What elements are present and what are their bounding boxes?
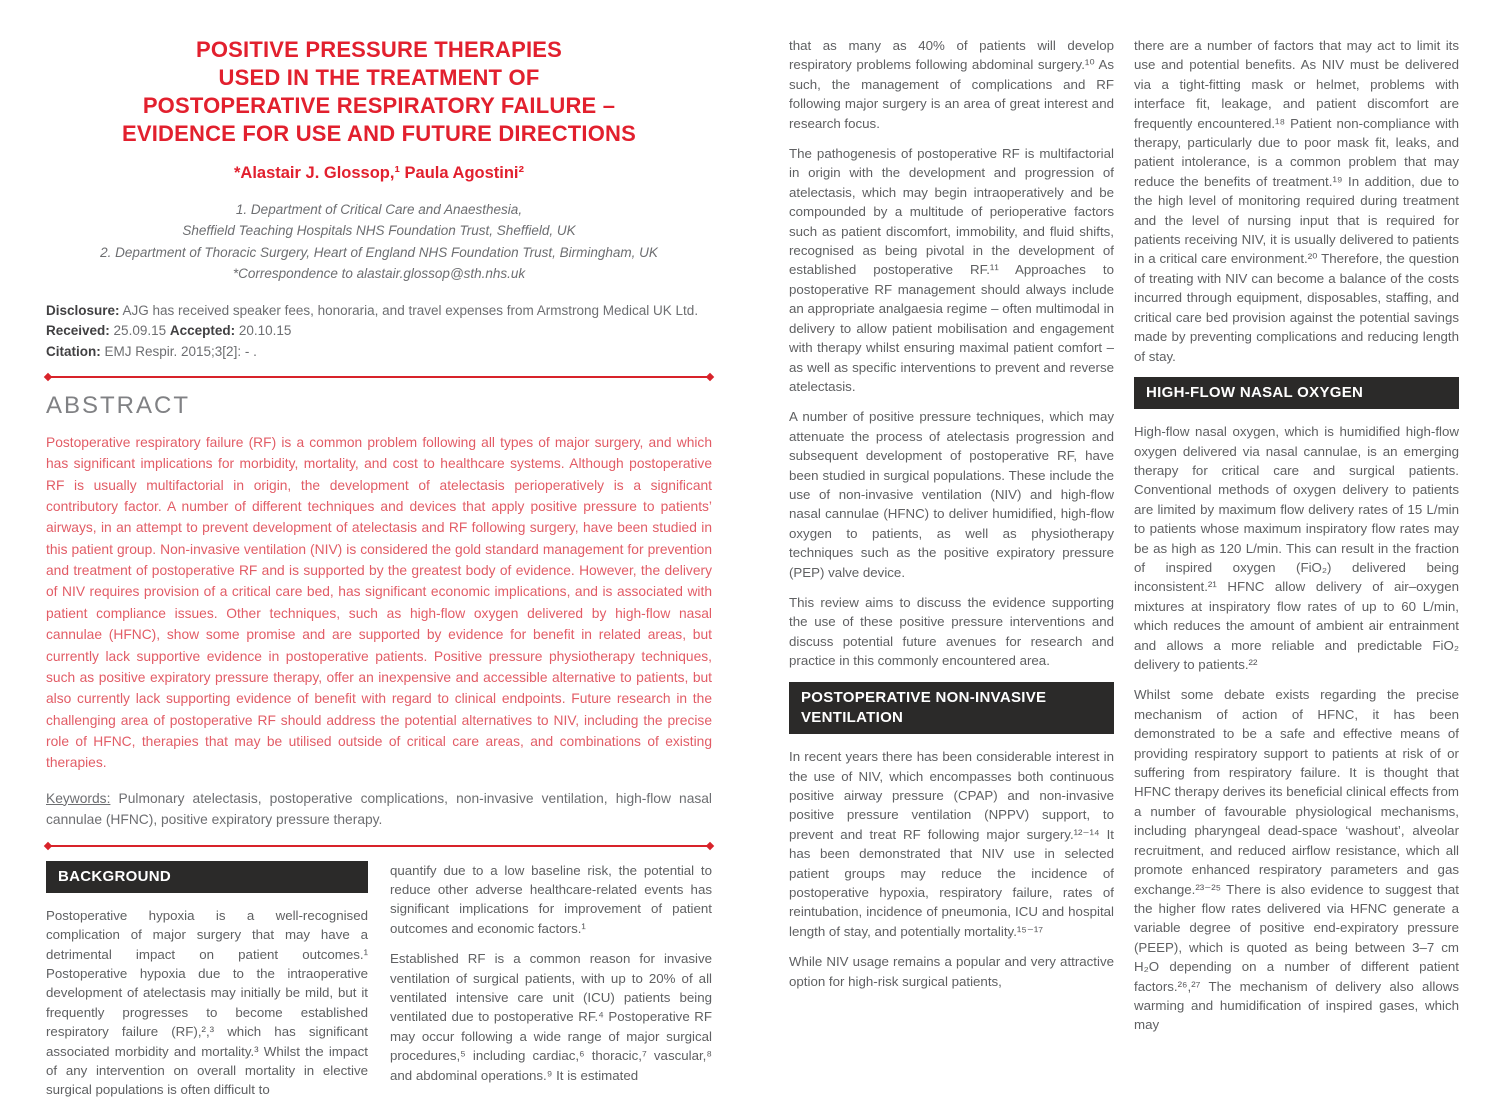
received-value: 25.09.15 — [109, 323, 170, 339]
article-title-line: USED IN THE TREATMENT OF — [218, 65, 540, 91]
paragraph: High-flow nasal oxygen, which is humidified high-flow oxygen delivered via nasal cannulae, is an emerging therapy for critical care and surgical patients. Conventional methods of oxygen delivery to patients are limited by maximum flow delivery rates of 15 L/min to patients whose maximum inspiratory flow rates may be as high as 120 L/min. This can result in the fraction of inspired oxygen (FiO₂) delivered being inconsistent.²¹ HFNC allow delivery of air–oxygen mixtures at inspiratory flow rates of up to 60 L/min, which reduces the amount of ambient air entrainment and allows a more reliable and predictable FiO₂ delivery to patients.²² — [1134, 424, 1459, 673]
background-section — [46, 861, 712, 1100]
abstract-text: Postoperative respiratory failure (RF) is a common problem following all types of major surgery, and which has significant implications for morbidity, mortality, and cost to healthcare systems. Although postoperative RF is usually multifactorial in origin, the development of atelectasis perioperatively is a significant contributory factor. A number of different techniques and devices that apply positive pressure to patients’ airways, in an attempt to prevent development of atelectasis and RF following surgery, have been studied in this patient group. Non-invasive ventilation (NIV) is considered the gold standard management for prevention and treatment of postoperative RF and is supported by the greatest body of evidence. However, the delivery of NIV requires provision of a critical care bed, has significant economic implications, and is associated with patient compliance issues. Other techniques, such as high-flow oxygen delivered by high-flow nasal cannulae (HFNC), show some promise and are supported by evidence for benefit in related areas, but currently lack supportive evidence in postoperative patients. Positive pressure physiotherapy techniques, such as positive expiratory pressure therapy, offer an inexpensive and accessible alternative to patients, but also currently lack supporting evidence of benefit with regard to clinical endpoints. Future research in the challenging area of postoperative RF should address the potential alternatives to NIV, including the precise role of HFNC, therapies that may be utilised outside of critical care areas, and combinations of existing therapies. — [46, 434, 712, 771]
paragraph: While NIV usage remains a popular and very attractive option for high-risk surgical patients, — [789, 954, 1114, 989]
paragraph: quantify due to a low baseline risk, the potential to reduce other adverse healthcare-related events has significant implications for improvement of patient outcomes and economic factors.¹ — [390, 862, 712, 936]
citation — [46, 342, 712, 362]
affiliation-line: 2. Department of Thoracic Surgery, Heart of England NHS Foundation Trust, Birmingham, UK — [100, 244, 658, 260]
citation-label: Citation: — [46, 343, 101, 359]
page-right — [789, 36, 1459, 1035]
divider-rule — [46, 376, 712, 378]
column — [1134, 36, 1459, 1035]
paragraph: Postoperative hypoxia is a well-recognised complication of major surgery that may have a detrimental impact on patient outcomes.¹ Postoperative hypoxia due to the intraoperative development of atelectasis may initially be mild, but it frequently progresses to become established respiratory failure (RF),²,³ which has significant associated morbidity and mortality.³ Whilst the impact of any intervention on overall mortality in elective surgical populations is often difficult to — [46, 907, 368, 1098]
paragraph: The pathogenesis of postoperative RF is multifactorial in origin with the development and progression of atelectasis, which may begin intraoperatively and be compounded by a multitude of perioperative factors such as patient discomfort, immobility, and fluid shifts, recognised as being pivotal in the development of established postoperative RF.¹¹ Approaches to postoperative RF management should always include an appropriate analgaesia regime – often multimodal in delivery to allow patient mobilisation and engagement with therapy whilst ensuring maximal patient comfort – as well as specific interventions to prevent and reverse atelectasis. — [789, 146, 1114, 394]
keywords — [46, 788, 712, 831]
paragraph: there are a number of factors that may act to limit its use and potential benefits. As NIV must be delivered via a tight-fitting mask or helmet, problems with interface fit, leakage, and patient discomfort are frequently encountered.¹⁸ Patient non-compliance with therapy, particularly due to poor mask fit, leaks, and patient intolerance, is a common problem that may reduce the benefits of treatment.¹⁹ In addition, due to the high level of monitoring required during treatment and the level of nursing input that is required for patients receiving NIV, it is usually delivered to patients in a critical care environment.²⁰ Therefore, the question of treating with NIV can become a balance of the costs incurred through equipment, disposables, staffing, and critical care bed provision against the potential savings made by preventing complications and reducing length of stay. — [1134, 38, 1459, 364]
correspondence-line: *Correspondence to alastair.glossop@sth.nhs.uk — [232, 266, 526, 282]
article-title-line: EVIDENCE FOR USE AND FUTURE DIRECTIONS — [121, 121, 637, 147]
column — [390, 861, 712, 1100]
section-heading-postop-niv: POSTOPERATIVE NON-INVASIVE VENTILATION — [789, 682, 1114, 735]
affiliations — [46, 199, 712, 285]
paragraph: that as many as 40% of patients will develop respiratory problems following abdominal surgery.¹⁰ As such, the management of complications and RF following major surgery is an area of great interest and research focus. — [789, 38, 1114, 131]
paragraph: A number of positive pressure techniques, which may attenuate the process of atelectasis progression and subsequent development of postoperative RF, have been studied in surgical populations. These include the use of non-invasive ventilation (NIV) and high-flow nasal cannulae (HFNC) to deliver humidified, high-flow oxygen to patients, as well as physiotherapy techniques such as the positive expiratory pressure (PEP) valve device. — [789, 409, 1114, 580]
paragraph: Whilst some debate exists regarding the precise mechanism of action of HFNC, it has been demonstrated to be a safe and effective means of providing respiratory support to patients at risk of or suffering from respiratory failure. It is thought that HFNC therapy derives its beneficial clinical effects from a number of favourable physiological mechanisms, including pharyngeal dead-space ‘washout’, alveolar recruitment, and reduced airflow resistance, which all promote enhanced respiratory parameters and gas exchange.²³⁻²⁵ There is also evidence to suggest that the higher flow rates delivered via HFNC generate a variable degree of positive end-expiratory pressure (PEEP), which is quoted as being between 3–7 cm H₂O depending on a number of different patient factors.²⁶,²⁷ The mechanism of delivery also allows warming and humidification of inspired gases, which may — [1134, 687, 1459, 1033]
authors-line: *Alastair J. Glossop,¹ Paula Agostini² — [233, 163, 525, 182]
received-label: Received: — [46, 323, 110, 339]
keywords-text: Pulmonary atelectasis, postoperative complications, non-invasive ventilation, high-flow nasal cannulae (HFNC), positive expiratory pressure therapy. — [46, 790, 712, 828]
paragraph: In recent years there has been considerable interest in the use of NIV, which encompasses both continuous positive airway pressure (CPAP) and non-invasive positive pressure ventilation (NPPV) support, to prevent and treat RF following major surgery.¹²⁻¹⁴ It has been demonstrated that NIV use in selected patient groups may reduce the incidence of postoperative hypoxia, respiratory failure, rates of reintubation, incidence of pneumonia, ICU and hospital length of stay, and potentially mortality.¹⁵⁻¹⁷ — [789, 749, 1114, 939]
paragraph: Established RF is a common reason for invasive ventilation of surgical patients, with up to 20% of all ventilated intensive care unit (ICU) patients being ventilated due to postoperative RF.⁴ Postoperative RF may occur following a wide range of major surgical procedures,⁵ including cardiac,⁶ thoracic,⁷ vascular,⁸ and abdominal operations.⁹ It is estimated — [390, 951, 712, 1083]
affiliation-line: Sheffield Teaching Hospitals NHS Foundation Trust, Sheffield, UK — [182, 223, 576, 239]
background-heading: BACKGROUND — [46, 861, 368, 893]
page-left — [46, 36, 712, 1100]
disclosure-label: Disclosure: — [46, 303, 120, 318]
citation-value: EMJ Respir. 2015;3[2]: - . — [100, 343, 257, 359]
paragraph: This review aims to discuss the evidence supporting the use of these positive pressure interventions and discuss potential future avenues for research and practice in this commonly encountered area. — [789, 594, 1114, 669]
article-title-line: POSITIVE PRESSURE THERAPIES — [195, 37, 563, 62]
column — [789, 36, 1114, 1035]
keywords-label: Keywords: — [46, 790, 111, 806]
section-heading-hfno: HIGH-FLOW NASAL OXYGEN — [1134, 377, 1459, 409]
disclosure-text: AJG has received speaker fees, honoraria, and travel expenses from Armstrong Medical UK Ltd. — [119, 303, 699, 318]
divider-rule — [46, 845, 712, 847]
abstract-heading: ABSTRACT — [46, 391, 191, 419]
disclosure — [46, 301, 712, 321]
article-meta — [46, 301, 712, 362]
received-accepted — [46, 321, 712, 341]
article-title-line: POSTOPERATIVE RESPIRATORY FAILURE – — [142, 93, 616, 119]
affiliation-line: 1. Department of Critical Care and Anaesthesia, — [235, 201, 523, 217]
accepted-value: 20.10.15 — [235, 323, 292, 339]
article-title — [46, 36, 712, 149]
accepted-label: Accepted: — [169, 323, 236, 339]
column — [46, 861, 368, 1100]
